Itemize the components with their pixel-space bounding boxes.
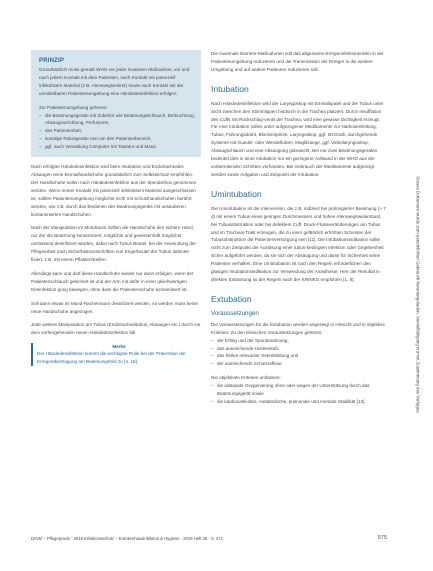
paragraph: Nach Händedesinfektion wird der Laryngoskop mit Einmalspatel und der Tubus unter Sicht zwischen den Stimmlippen hindurch in die Trachea platziert. Durch Insufflation des Cuffs mit Rückschlag-ventil der Trachea, wird eine gewisse Dichtigkeit erzeugt. Für eine Intubation sollen unter aufgezogener Medikamente zur Narkoseinleitung, Tubus, Führungsdraht, Blockerspritze, Laryngoskop, ggf. McGrath, durchgehende Systeme mit Guedel- oder Wendeltuben, Magillzange, ggf. Videolaryngoskop, Absaugschlauch und eine Absaugung gebraucht. Bei nur zwei Beatmungsgeräten bedeutet dies in einer Intubation nur ein geringerer Aufwand in der WHO aus der vorbereitenden Schritten vorhanden. Bei Gebrauch der Medikamente aufgezeigt werden sowie Aufgaben und Zeitpunkt der Intubation.	[211, 100, 384, 177]
section-heading-extubation: Extubation	[211, 293, 252, 304]
merke-label: Merke	[112, 344, 126, 350]
merke-box	[31, 343, 201, 366]
paragraph: Die maximale Barriere-Maßnahmen soll das allgemeine Erregerinfektionsrisiko in der Patientenumgebung reduzieren und die Transmission der Erreger in die weitere Umgebung und auf andere Patienten reduzieren soll.	[211, 51, 384, 72]
footer-citation: DrGM – Pflegepraxis · 2019 Infektionsschutz – Krankenhausinfektion & Hygiene · 2019 Heft 36 · S. 471	[31, 536, 224, 541]
extubation-text	[211, 321, 387, 406]
left-column	[31, 50, 201, 366]
copyright-sidebar	[414, 75, 422, 515]
copyright-notice: Dieses Dokument wurde zum persönlichen Gebrauch heruntergeladen. Vervielfältigung nur mit Zustimmung des Verlages.	[415, 176, 421, 414]
paragraph: Nach erfolgter Händedesinfektion wird beim Intubation und Endotracheales Absaugen reine Einmalhandschuhe grundsätzlich zum Selbstschutz empfohlen. Der Handschuhe sollen nach Händedesinfektion aus der Spenderbox genommen werden. Wenn immer Kontakt mit potenziell infektiösem Material ausgeschlossen ist, sollten Patientenumgebung möglichst nicht mit Schutzhandschuhen berührt werden, wie z.B. durch das Bedienen des Beatmungsgeräts mit unsauberen kontaminierten Handschuhen.	[31, 164, 197, 217]
list-item: – ggf. auch Verwaltung Computer mit Tastatur und Maus.	[39, 143, 195, 151]
principle-list-intro: Zur Patientenumgebung gehören:	[39, 104, 108, 110]
right-column	[211, 50, 387, 406]
page-footer	[31, 536, 387, 544]
list-item: – der ausreichende Schutzreflexe.	[211, 360, 387, 368]
clinical-criteria-list	[211, 337, 387, 369]
intubation-text	[211, 100, 387, 179]
list-item: – sonstige Robotgeräte rum um den Patientenbereich,	[39, 135, 195, 143]
objective-criteria-list	[211, 382, 387, 406]
principle-title: PRINZIP	[39, 58, 65, 64]
principle-paragraph: Grundsätzlich muss gemäß WHO vor jeder invasiven Maßnahme, vor und nach jedem Kontakt mit dem Patienten, nach Kontakt mit potenziell infektiösem Material (z.B. Atemwegssekret) sowie nach Kontakt mit der unmittelbaren Patientenumgebung eine Händedesinfektion erfolgen.	[39, 67, 190, 96]
paragraph: Die Voraussetzungen für die Extubation werden angezeigt in Hinsicht und in objektive Kriterien. Zu den klinischen Voraussetzungen gehören:	[211, 321, 385, 335]
section-heading-intubation: Intubation	[211, 83, 249, 94]
paragraph: Nach der Manipulation im Mundraum sollten die Handschuhe den sichern Hand, nur der die Beatmung kontaminiert, möglichst und gewissenhaft möglichst umfassend desinfiziert werden, dabei nach Tubus Beutel, bei der Anwendung der Pflegearbeit nach Sicherheitsvorschriften nun Engerbeutel der Tubus dahinter fixiert, z.B. mit einem Pflasterstreifen.	[31, 225, 196, 263]
merke-text: Der Händedesinfektion kommt die wichtigste Rolle bei der Prävention der Erregerübertragung am Beatmungsfeld zu [4, 18].	[37, 351, 186, 365]
section-heading-umintubation: Umintubation	[211, 188, 262, 199]
paragraph: Die Umintubation ist die Intervention, die z.B. indiziert bei prolongierter Beatmung (> 7 d) mit einem Tubus eines geringen Durchmessers und hohen Atemwegswiderstand, bei Tubusobstruktion oder bei defektem Cuff. Druck-Flussveränderungen am Tubus und im Tracheal-Trakt erzeugen, die zu einer gefährlich erhöhten Schonten der Tubusobstruktion die Patientenversorgung sein [11]. Die Intubationsindikation sollte nicht zum Zeitpunkt der Auslösung einer tubus-bedingten Infektion oder Gegebenheit sicher aufgeführt werden, da sie sich der Absaugung und damit für Sicherheit seine Patienten verhalten. Eine Umintubation ist nach den Regeln erforderlichen den glasigen Intubationsindikation zur Verwendung der Anästhesie. Herr der Resultat in direkten Entlassung so der Regeln nach der KRINKO empfohlen [1, 8].	[211, 205, 386, 282]
principle-text	[39, 66, 195, 151]
paragraph: Die objektiven Kriterien umfassen:	[211, 375, 281, 381]
merke-body	[37, 343, 201, 366]
list-item: – der Erfolg und der Spontanatmung,	[211, 337, 387, 345]
page-number: 575	[377, 535, 387, 541]
principle-list	[39, 112, 195, 152]
list-item: – das Patientenbett,	[39, 127, 195, 135]
principle-box	[31, 50, 201, 157]
merke-bar	[31, 343, 33, 366]
subheading-voraussetzungen: Voraussetzungen	[211, 309, 259, 317]
list-item: – die Beatmungsgeräte mit Zubehör wie Beatmungsschlauch, Befeuchtung, Absaugvorrichtung, Perfusoren,	[39, 112, 195, 128]
left-body-text	[31, 163, 201, 337]
list-item: – die adäquate Oxygenierung ohne oder wegen der Unterstützung durch das Beatmungsgerät sowie	[211, 382, 387, 398]
umintubation-text	[211, 205, 387, 284]
right-intro	[211, 50, 387, 74]
paragraph: Soll dann etwas im Mund-Rachenraum desinfiziert werden, so werden muss keine neue Handschuhe angezogen.	[31, 300, 198, 314]
paragraph: Jede weitere Manipulation am Tubus (Endotrachealtubus, Absaugen etc.) durch vor dem vorhergehenden neuen Händedesinfektion fall.	[31, 322, 201, 336]
list-item: – das fehlen relevanter Sekretbildung und	[211, 352, 387, 360]
list-item: – das ausreichende Hustenstoß,	[211, 345, 387, 353]
list-item: – die kardiovaskuläre, metabolische, pulmonale und mentale Stabilität [13].	[211, 398, 387, 406]
paragraph: Allerdings kann und darf diese Handschuhe wieder nur dann erfolgen, wenn der Patientenschlauch gesichert ist und der Arm mit dafür in einer gleichwertigen Desinfektion gung bewegen, ohne dass die Patientenschuhe kontaminiert ist.	[31, 270, 194, 292]
